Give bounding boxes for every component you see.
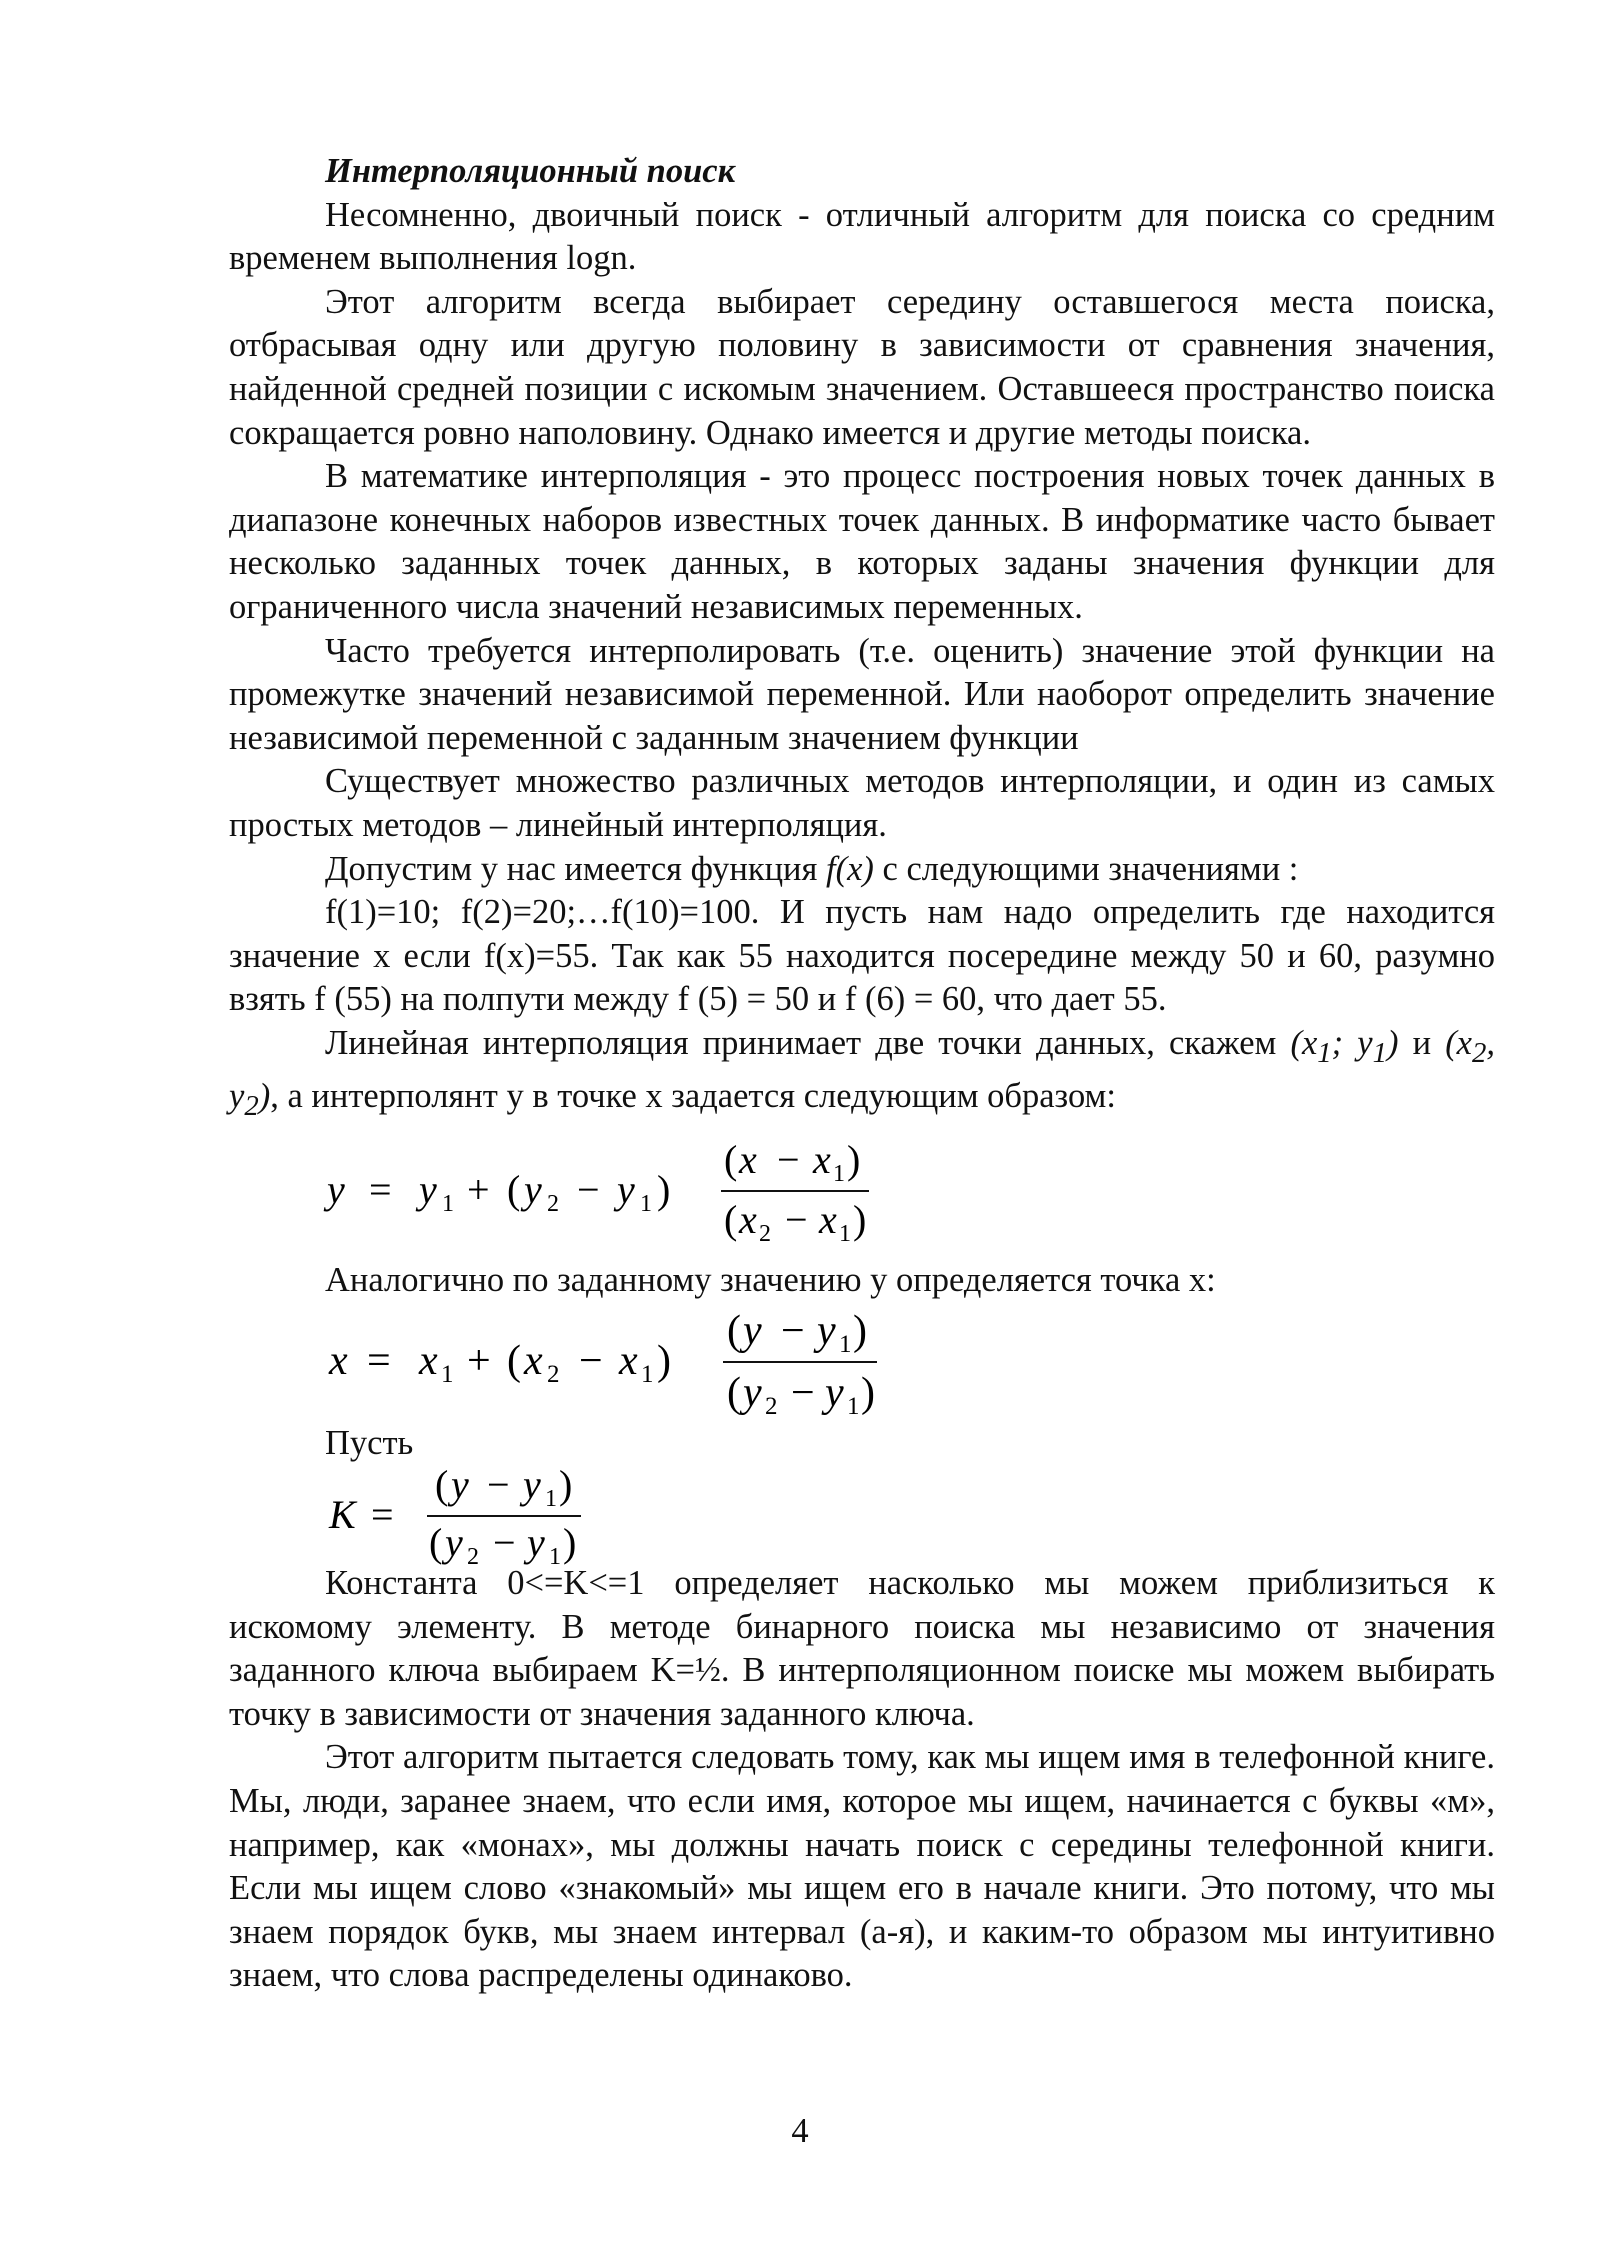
f1-y1: y (617, 1166, 635, 1212)
formula-x-interpolation (229, 1302, 1495, 1422)
f2-x1b: x (619, 1338, 638, 1385)
f3-num-minus: − (487, 1462, 510, 1508)
f3-num-lp: ( (435, 1462, 449, 1508)
f1-sub-1b: 1 (640, 1190, 652, 1217)
f1-den-x2: x (739, 1196, 757, 1242)
f1-rp: ) (657, 1166, 671, 1212)
fx-italic: f(x) (826, 849, 874, 888)
f2-den-y2: y (743, 1370, 762, 1417)
f3-eq: = (371, 1492, 394, 1538)
f1-y: y (419, 1166, 437, 1212)
f1-num-x1: x (813, 1136, 831, 1182)
f3-den-minus: − (493, 1520, 516, 1566)
f1-plus: + (467, 1166, 490, 1212)
f2-sub1: 1 (441, 1361, 454, 1389)
paragraph-6: Допустим у нас имеется функция f(x) с следующими значениями : (325, 849, 1299, 888)
document-page (229, 150, 1495, 1998)
paragraph-3: В математике интерполяция - это процесс построения новых точек данных в диапазоне конечных наборов известных точек данных. В информатике часто бывает несколько заданных точек данных, в которых заданы значения функции для ограниченного числа значений независимых переменных. (229, 457, 1495, 626)
f3-den-sub1: 1 (549, 1544, 561, 1571)
f2-rp: ) (657, 1338, 671, 1385)
f1-lp: ( (507, 1166, 521, 1212)
paragraph-1: Несомненно, двоичный поиск - отличный алгоритм для поиска со средним временем выполнения logn. (229, 195, 1495, 278)
f1-num-lp: ( (724, 1136, 738, 1182)
f2-num-minus: − (781, 1308, 805, 1355)
f2-den-sub1: 1 (847, 1393, 860, 1421)
f2-eq: = (367, 1338, 391, 1385)
point-1: ($x_1$; $y_1$) (1290, 1023, 1399, 1069)
f2-minus: − (579, 1338, 603, 1385)
formula-k (229, 1462, 1495, 1571)
f1-lhs-y: y (327, 1166, 345, 1212)
f2-den-lp: ( (727, 1370, 741, 1417)
paragraph-9: Аналогично по заданному значению у определяется точка х: (325, 1260, 1216, 1299)
f1-den-sub1: 1 (839, 1220, 851, 1247)
f2-num-sub: 1 (839, 1331, 852, 1359)
f3-den-sub2: 2 (467, 1544, 479, 1571)
f1-den-lp: ( (724, 1196, 738, 1242)
f1-minus: − (577, 1166, 600, 1212)
f2-num-lp: ( (727, 1308, 741, 1355)
formula-y-interpolation (229, 1129, 1495, 1247)
f1-y2: y (524, 1166, 542, 1212)
f1-den-x1: x (819, 1196, 837, 1242)
f2-sub1b: 1 (641, 1361, 654, 1389)
f2-num-y: y (743, 1308, 762, 1355)
formula-x-svg (229, 1302, 875, 1422)
paragraph-11: Константа 0<=K<=1 определяет насколько мы можем приблизиться к искомому элементу. В методе бинарного поиска мы независимо от значения заданного ключа выбираем K=½. В интерполяционном поиске мы можем выбирать точку в зависимости от значения заданного ключа. (229, 1564, 1495, 1733)
paragraph-2: Этот алгоритм всегда выбирает середину оставшегося места поиска, отбрасывая одну или другую половину в зависимости от сравнения значения, найденной средней позиции с искомым значением. Оставшееся пространство поиска сокращается ровно наполовину. Однако имеется и другие методы поиска. (229, 282, 1495, 452)
page-number: 4 (791, 2112, 809, 2150)
f1-num-sub: 1 (833, 1160, 845, 1187)
paragraph-4: Часто требуется интерполировать (т.е. оценить) значение этой функции на промежутке значений независимой переменной. Или наоборот определить значение независимой переменной с заданным значением функции (229, 631, 1495, 757)
f2-sub2: 2 (547, 1361, 560, 1389)
f3-den-rp: ) (563, 1520, 577, 1566)
formula-y-svg (229, 1129, 867, 1247)
f1-den-sub2: 2 (759, 1220, 771, 1247)
f3-den-lp: ( (429, 1520, 443, 1566)
f3-k: K (329, 1492, 356, 1538)
f1-num-rp: ) (847, 1136, 861, 1182)
f3-num-rp: ) (559, 1462, 573, 1508)
f1-num-x: x (739, 1136, 757, 1182)
paragraph-12: Этот алгоритм пытается следовать тому, как мы ищем имя в телефонной книге. Мы, люди, заранее знаем, что если имя, которое мы ищем, начинается с буквы «м», например, как «монах», мы должны начать поиск с середины телефонной книги. Если мы ищем слово «знакомый» мы ищем его в начале книги. Это потому, что мы знаем порядок букв, мы знаем интервал (а-я), и каким-то образом мы интуитивно знаем, что слова распределены одинаково. (229, 1738, 1495, 1995)
f1-den-rp: ) (853, 1196, 867, 1242)
f3-den-y1: y (527, 1520, 545, 1566)
f2-den-y1: y (825, 1370, 844, 1417)
f3-num-y1: y (523, 1462, 541, 1508)
f2-num-rp: ) (853, 1308, 867, 1355)
f3-den-y2: y (445, 1520, 463, 1566)
f2-den-minus: − (791, 1370, 815, 1417)
f1-sub-2: 2 (547, 1190, 559, 1217)
formula-k-svg (229, 1462, 629, 1571)
f2-den-sub2: 2 (765, 1393, 778, 1421)
f1-eq: = (369, 1166, 392, 1212)
f3-num-sub: 1 (545, 1486, 557, 1513)
paragraph-10: Пусть (325, 1424, 414, 1463)
f2-x1: x (419, 1338, 438, 1385)
f1-sub-1: 1 (442, 1190, 454, 1217)
f3-num-y: y (451, 1462, 469, 1508)
paragraph-5: Существует множество различных методов интерполяции, и один из самых простых методов – линейный интерполяция. (229, 762, 1495, 844)
section-heading: Интерполяционный поиск (325, 152, 736, 190)
f2-lp: ( (507, 1338, 521, 1385)
f2-lhs-x: x (329, 1338, 348, 1385)
f2-den-rp: ) (861, 1370, 875, 1417)
f1-num-minus: − (777, 1136, 800, 1182)
f2-num-y1: y (817, 1308, 836, 1355)
f1-den-minus: − (785, 1196, 808, 1242)
paragraph-8: Линейная интерполяция принимает две точки данных, скажем ($x_1$; $y_1$) и ($x_2$, $y_2$), а интерполянт у в точке х задается следующим образом: (229, 1023, 1495, 1123)
paragraph-7: f(1)=10; f(2)=20;…f(10)=100. И пусть нам надо определить где находится значение х если f(x)=55. Так как 55 находится посередине между 50 и 60, разумно взять f (55) на полпути между f (5) = 50 и f (6) = 60, что дает 55. (229, 893, 1495, 1019)
f2-x2: x (524, 1338, 543, 1385)
f2-plus: + (467, 1338, 491, 1385)
point-2: ($x_2$, $y_2$) (229, 1023, 1495, 1123)
